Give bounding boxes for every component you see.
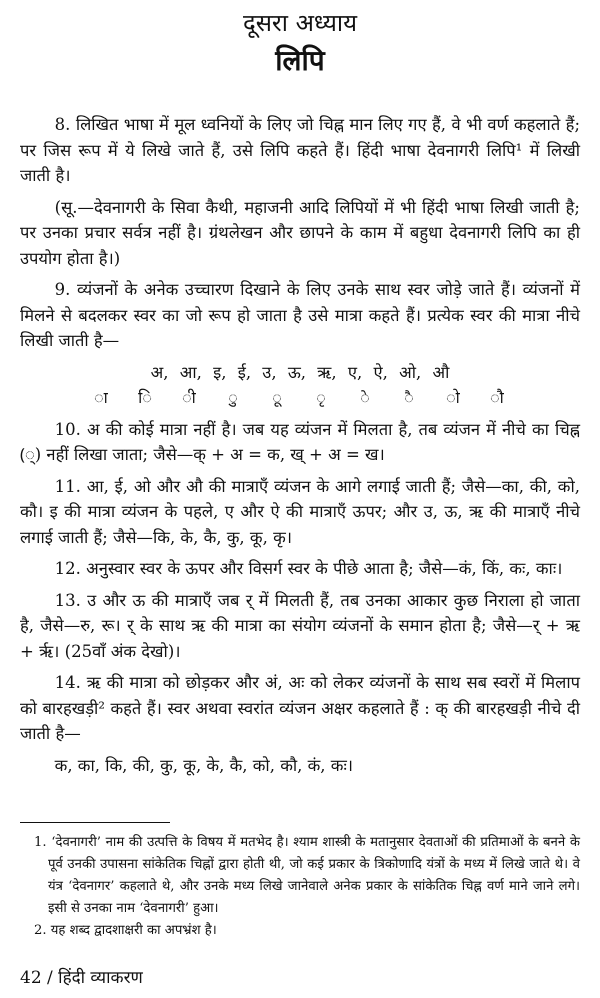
- paragraph-12: 12. अनुस्वार स्वर के ऊपर और विसर्ग स्वर के पीछे आता है; जैसे—कं, किं, कः, काः।: [54, 559, 563, 578]
- footnote-1: 1. ‘देवनागरी’ नाम की उत्पत्ति के विषय में मतभेद है। श्याम शास्त्री के मतानुसार देवताओं की प्रतिमाओं के बनने के पूर्व उनकी उपासना सांकेतिक चिह्नों द्वारा होती थी, जो कई प्रकार के त्रिकोणादि यंत्रों के मध्य में लिखे जाते थे। वे यंत्र ‘देवनागर’ कहलाते थे, और उनके मध्य लिखे जानेवाले अनेक प्रकार के सांकेतिक चिह्न वर्ण माने जाने लगे। इसी से उनका नाम ‘देवनागरी’ हुआ।: [34, 835, 580, 916]
- footnote-divider: [20, 822, 170, 823]
- footnote-2: 2. यह शब्द द्वादशाक्षरी का अपभ्रंश है।: [34, 923, 217, 938]
- page-title: लिपि: [275, 44, 325, 77]
- paragraph-13: 13. उ और ऊ की मात्राएँ जब र् में मिलती हैं, तब उनका आकार कुछ निराला हो जाता है, जैसे—रु, रू। र् के साथ ऋ की मात्रा का संयोग व्यंजनों के समान होता है; जैसे—र् + ऋ + र्ऋ। (25वाँ अंक देखो)।: [20, 590, 580, 661]
- matra-item: े: [360, 388, 372, 407]
- paragraph-8: 8. लिखित भाषा में मूल ध्वनियों के लिए जो चिह्न मान लिए गए हैं, वे भी वर्ण कहलाते हैं; पर जिस रूप में ये लिखे जाते हैं, उसे लिपि कहते हैं। हिंदी भाषा देवनागरी लिपि¹ में लिखी जाती है।: [20, 115, 580, 185]
- vowel-list: अ, आ, इ, ई, उ, ऊ, ऋ, ए, ऐ, ओ, औ: [150, 362, 450, 382]
- matra-item: ा: [94, 388, 110, 407]
- matra-item: ू: [272, 388, 284, 407]
- matra-item: ी: [182, 388, 198, 407]
- page-footer: 42 / हिंदी व्याकरण: [20, 968, 143, 988]
- matra-item: ौ: [490, 388, 506, 407]
- paragraph-14: 14. ऋ की मात्रा को छोड़कर और अं, अः को लेकर व्यंजनों के साथ सब स्वरों में मिलाप को बारहखड़ी² कहते हैं। स्वर अथवा स्वरांत व्यंजन अक्षर कहलाते हैं : क् की बारहखड़ी नीचे दी जाती है—: [20, 673, 580, 743]
- paragraph-10: 10. अ की कोई मात्रा नहीं है। जब यह व्यंजन में मिलता है, तब व्यंजन में नीचे का चिह्न (्) नहीं लिखा जाता; जैसे—क् + अ = क, ख् + अ = ख।: [20, 419, 580, 464]
- matra-item: ृ: [316, 388, 328, 407]
- main-text: [20, 112, 580, 784]
- paragraph-9: 9. व्यंजनों के अनेक उच्चारण दिखाने के लिए उनके साथ स्वर जोड़े जाते हैं। व्यंजनों में मिलने से बदलकर स्वर का जो रूप हो जाता है उसे मात्रा कहते हैं। प्रत्येक स्वर की मात्रा नीचे लिखी जाती है—: [20, 280, 580, 350]
- matra-item: ै: [404, 388, 416, 407]
- chapter-heading: दूसरा अध्याय: [242, 9, 358, 37]
- note-paragraph: (सू.—देवनागरी के सिवा कैथी, महाजनी आदि लिपियों में भी हिंदी भाषा लिखी जाती है; पर उनका प्रचार सर्वत्र नहीं है। ग्रंथलेखन और छापने के काम में बहुधा देवनागरी लिपि का ही उपयोग होता है।): [20, 197, 580, 268]
- paragraph-11: 11. आ, ई, ओ और औ की मात्राएँ व्यंजन के आगे लगाई जाती हैं; जैसे—का, की, को, कौ। इ की मात्रा व्यंजन के पहले, ए और ऐ की मात्राएँ ऊपर; और उ, ऊ, ऋ की मात्राएँ नीचे लगाई जाती हैं; जैसे—कि, के, कै, कु, कू, कृ।: [20, 476, 580, 547]
- matra-list: [20, 385, 580, 411]
- barahkhadi-line: क, का, कि, की, कु, कू, के, कै, को, कौ, कं, कः।: [54, 755, 354, 775]
- matra-item: ु: [228, 388, 240, 407]
- matra-item: ो: [446, 388, 462, 407]
- matra-item: ि: [138, 388, 154, 407]
- footnotes: [20, 832, 580, 942]
